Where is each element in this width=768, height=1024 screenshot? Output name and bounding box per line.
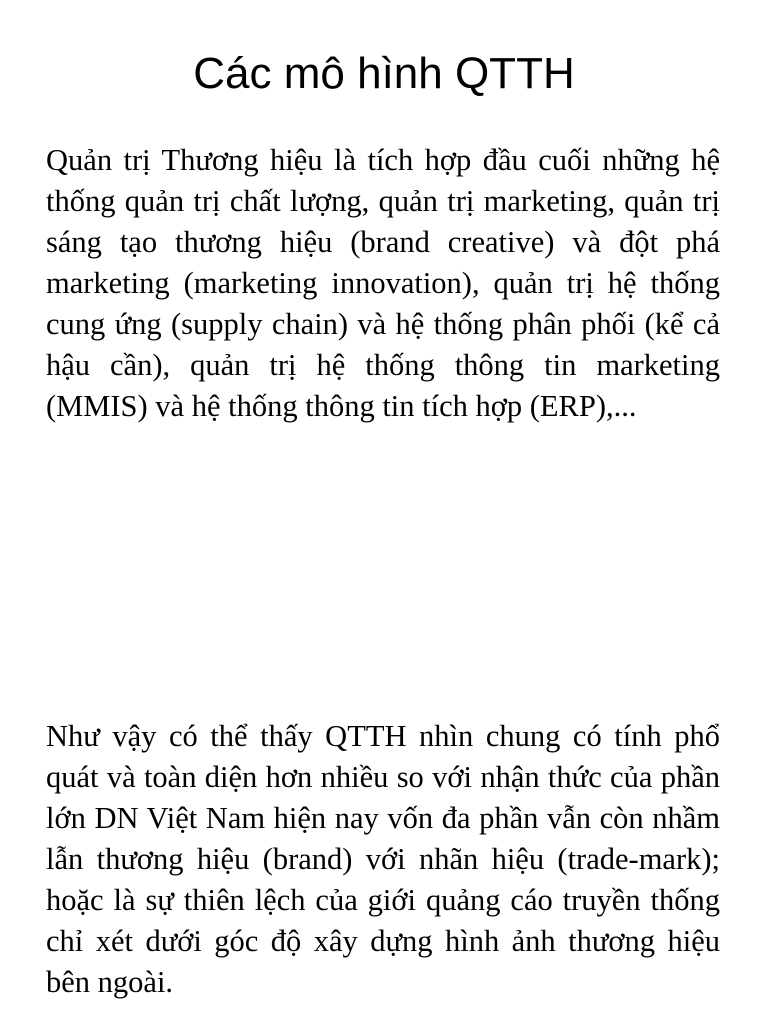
slide-title: Các mô hình QTTH [193, 49, 575, 98]
body-paragraph-2: Như vậy có thể thấy QTTH nhìn chung có tính phổ quát và toàn diện hơn nhiều so với nhận thức của phần lớn DN Việt Nam hiện nay vốn đa phần vẫn còn nhầm lẫn thương hiệu (brand) với nhãn hiệu (trade-mark); hoặc là sự thiên lệch của giới quảng cáo truyền thống chỉ xét dưới góc độ xây dựng hình ảnh thương hiệu bên ngoài. [46, 719, 720, 999]
body-paragraph-1: Quản trị Thương hiệu là tích hợp đầu cuối những hệ thống quản trị chất lượng, quản trị marketing, quản trị sáng tạo thương hiệu (brand creative) và đột phá marketing (marketing innovation), quản trị hệ thống cung ứng (supply chain) và hệ thống phân phối (kể cả hậu cần), quản trị hệ thống thông tin marketing (MMIS) và hệ thống thông tin tích hợp (ERP),... [46, 143, 720, 423]
